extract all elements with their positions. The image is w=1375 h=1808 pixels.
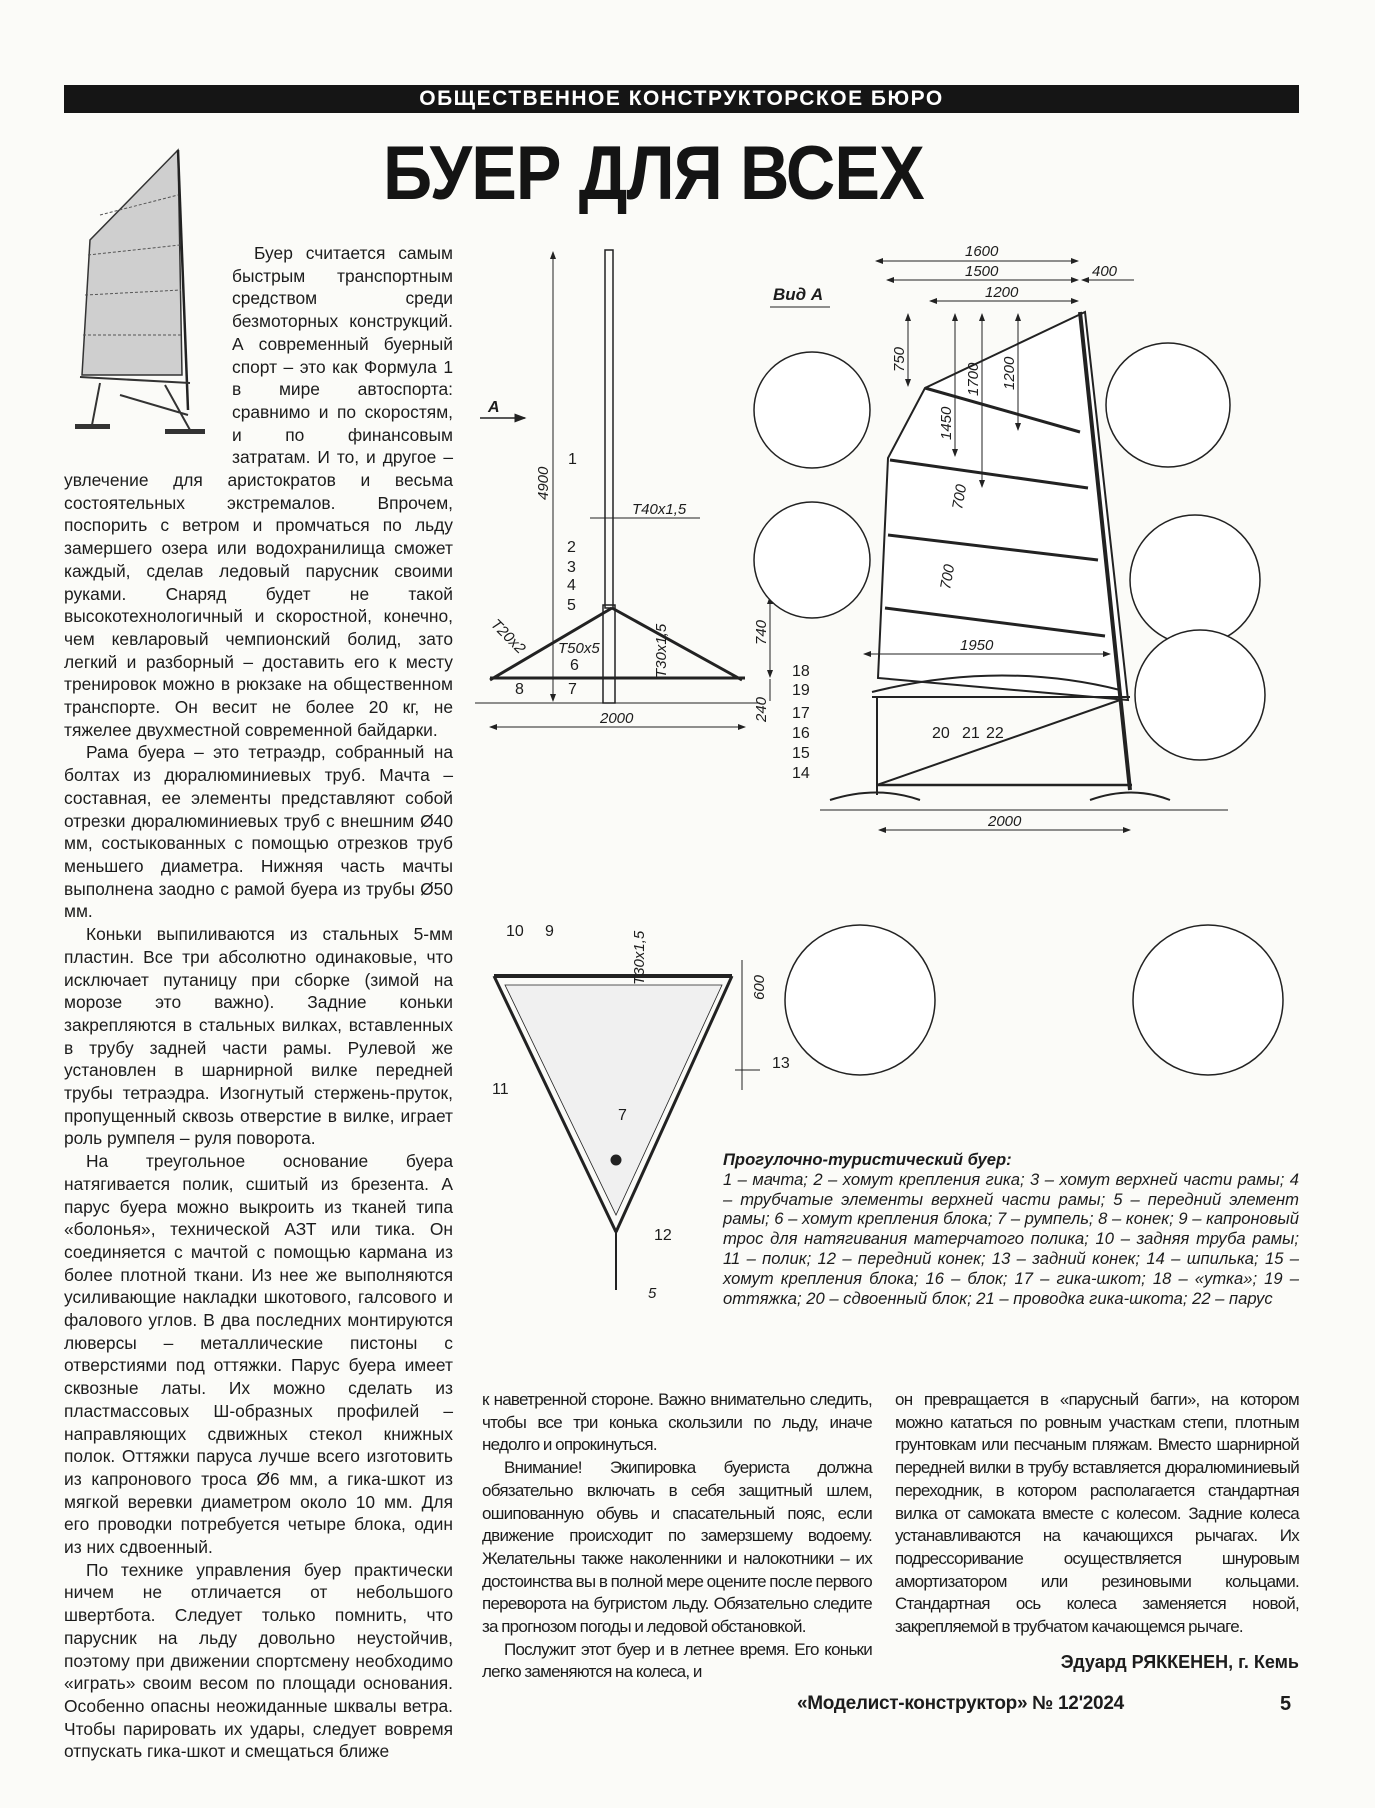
view-arrow-label: A bbox=[488, 399, 500, 416]
detail-callout bbox=[785, 925, 935, 1075]
part-label: 17 bbox=[792, 705, 810, 722]
dim-base-2000: 2000 bbox=[988, 813, 1022, 830]
paragraph: к наветренной стороне. Важно внимательно следить, чтобы все три конька скользили по льду, иначе недолго и опрокинуться. bbox=[482, 1390, 872, 1455]
journal-footer: «Моделист-конструктор» № 12'2024 bbox=[797, 1693, 1124, 1714]
part-label: 19 bbox=[792, 682, 810, 699]
part-label: 15 bbox=[792, 745, 810, 762]
part-label: 20 bbox=[932, 725, 950, 742]
dim-700-upper: 700 bbox=[949, 483, 971, 511]
author-byline: Эдуард РЯККЕНЕН, г. Кемь bbox=[1060, 1652, 1299, 1672]
dim-mast-height: 4900 bbox=[535, 466, 552, 500]
part-label: 16 bbox=[792, 725, 810, 742]
part-label: 6 bbox=[570, 657, 579, 674]
dim-clearance: 240 bbox=[753, 696, 770, 722]
dim-front-tube: T30x1,5 bbox=[653, 623, 670, 678]
part-label: 2 bbox=[567, 539, 576, 556]
plan-view-drawing bbox=[494, 960, 760, 1290]
part-label: 5 bbox=[567, 597, 576, 614]
part-label: 11 bbox=[492, 1081, 509, 1098]
paragraph: Коньки выпиливаются из стальных 5-мм пластин. Все три абсолютно одинаковые, что исключает путаницу при сборке (зимой на морозе это важно). Задние коньки закрепляются в стальных вилках, вставленных в трубу задней части рамы. Рулевой же установлен в шарнирной вилке передней трубы тетраэдра. Изогнутый стержень-пруток, пропущенный сквозь отверстие в вилке, играет роль румпеля – руля поворота. bbox=[64, 924, 453, 1149]
detail-callout bbox=[1135, 630, 1265, 760]
part-label: 12 bbox=[654, 1227, 672, 1244]
part-label: 7 bbox=[568, 681, 577, 698]
dim-leg-tube: T20x2 bbox=[487, 615, 529, 658]
page-number: 5 bbox=[1280, 1693, 1292, 1715]
paragraph: Внимание! Экипировка буериста должна обязательно включать в себя защитный шлем, ошипованную обувь и спасательный пояс, если движение происходит по замерзшему водоему. Желательны также наколенники и налокотники – их достоинства вы в полной мере оцените после первого переворота на бугристом льду. Обязательно следите за прогнозом погоды и ледовой обстановкой. bbox=[482, 1458, 872, 1637]
dim-700-lower: 700 bbox=[937, 563, 959, 591]
part-label: 9 bbox=[545, 923, 554, 940]
part-label: 18 bbox=[792, 663, 810, 680]
section-rubric: ОБЩЕСТВЕННОЕ КОНСТРУКТОРСКОЕ БЮРО bbox=[64, 85, 1299, 113]
dim-plan-depth: 600 bbox=[751, 974, 768, 1000]
dim-frame-height: 740 bbox=[753, 619, 770, 645]
part-label: 7 bbox=[618, 1107, 627, 1124]
paragraph: Буер считается самым быстрым транспортным средством среди безмоторных конструкций. А современный буерный спорт – это как Формула 1 в мире автоспорта: сравнимо и по скоростям, и по финансовым затратам. И то, и другое – увлечение для аристократов и весьма состоятельных экстремалов. Впрочем, поспорить с ветром и промчаться по льду замершего озера или водохранилища сможет каждый, сделав ледовый парусник своими руками. Снаряд будет не такой высокотехнологичный и скоростной, конечно, чем кевларовый чемпионский болид, зато легкий и разборный – доставить его к месту тренировок можно в рюкзаке на общественном транспорте. Он весит не более 20 кг, не тяжелее двухместной современной байдарки. bbox=[64, 243, 453, 740]
dim-400: 400 bbox=[1092, 263, 1118, 280]
part-label: 21 bbox=[962, 725, 980, 742]
dim-mast-tube: T40x1,5 bbox=[632, 501, 687, 518]
paragraph: На треугольное основание буера натягивается полик, сшитый из брезента. А парус буера можно выкроить из тканей типа «болонья», технической АЗТ или тика. Он соединяется с мачтой с помощью кармана из более плотной ткани. Из нее же выполняются усиливающие накладки шкотового, галсового и фалового углов. В два последних монтируются люверсы – металлические пистоны с отверстиями под оттяжки. Парус буера имеет сквозные латы. Их можно сделать из пластмассовых Ш-образных профилей – направляющих сдвижных стекол книжных полок. Оттяжки паруса лучше всего изготовить из капронового троса Ø6 мм, а гика-шкот из мягкой веревки диаметром около 10 мм. Для его проводки потребуется четыре блока, один из них сдвоенный. bbox=[64, 1151, 453, 1558]
paragraph: Послужит этот буер и в летнее время. Его коньки легко заменяются на колеса, и bbox=[482, 1639, 872, 1682]
part-label: 8 bbox=[515, 681, 524, 698]
part-label: 14 bbox=[792, 765, 810, 782]
view-a-title: Вид А bbox=[773, 285, 824, 304]
article-column-3 bbox=[895, 1389, 1299, 1639]
dim-1500: 1500 bbox=[965, 263, 999, 280]
part-label: 4 bbox=[567, 577, 576, 594]
figure-caption bbox=[723, 1150, 1299, 1308]
detail-callout bbox=[1106, 343, 1230, 467]
article-column-2 bbox=[482, 1389, 872, 1684]
dim-plan-front-tube: T30x1,5 bbox=[631, 930, 648, 985]
dim-1450: 1450 bbox=[938, 406, 955, 440]
detail-callout bbox=[754, 352, 870, 468]
paragraph: Рама буера – это тетраэдр, собранный на болтах из дюралюминиевых труб. Мачта – составная, ее элементы представляют собой отрезки дюралюминиевых труб с внешним Ø40 мм, состыкованных с помощью отрезков труб меньшего диаметра. Нижняя часть мачты выполнена заодно с рамой буера из трубы Ø50 мм. bbox=[64, 742, 453, 922]
dim-boom-1950: 1950 bbox=[960, 637, 994, 654]
dim-1700: 1700 bbox=[965, 362, 982, 396]
paragraph: он превращается в «парусный багги», на котором можно кататься по ровным участкам степи, плотным грунтовкам или песчаным пляжам. Вместо шарнирной передней вилки в трубу вставляется дюралюминиевый переходник, в котором располагается стандартная вилка от самоката вместе с колесом. Задние колеса устанавливаются на качающихся рычагах. Их подрессоривание осуществляется шнуровым амортизатором или резиновыми кольцами. Стандартная ось колеса заменяется новой, закрепляемой в трубчатом качающемся рычаге. bbox=[895, 1390, 1299, 1637]
caption-text: 1 – мачта; 2 – хомут крепления гика; 3 – хомут верхней части рамы; 4 – трубчатые элементы верхней части рамы; 5 – передний элемент рамы; 6 – хомут крепления блока; 7 – румпель; 8 – конек; 9 – капроновый трос для натягивания матерчатого полика; 10 – задняя труба рамы; 11 – полик; 12 – передний конек; 13 – задний конек; 14 – шпилька; 15 – хомут крепления блока; 16 – блок; 17 – гика-шкот; 18 – «утка»; 19 – оттяжка; 20 – сдвоенный блок; 21 – проводка гика-шкота; 22 – парус bbox=[723, 1169, 1299, 1308]
side-view-drawing bbox=[475, 250, 770, 727]
dim-750: 750 bbox=[891, 346, 908, 372]
dim-1200-width: 1200 bbox=[985, 284, 1019, 301]
paragraph: По технике управления буер практически ничем не отличается от небольшого швертбота. Следует только помнить, что парусник на льду довольно неустойчив, поэтому при движении спортсмену необходимо «играть» своим весом по площади основания. Особенно опасны неожиданные шквалы ветра. Чтобы парировать их удары, следует вовремя отпускать гика-шкот и смещаться ближе bbox=[64, 1559, 453, 1762]
dim-1600: 1600 bbox=[965, 243, 999, 260]
view-a-drawing bbox=[754, 261, 1283, 1075]
detail-callout bbox=[1133, 925, 1283, 1075]
detail-callout bbox=[754, 502, 870, 618]
detail-callout bbox=[1130, 515, 1260, 645]
dim-base-tube: T50x5 bbox=[558, 640, 600, 657]
dim-skate-width: 5 bbox=[648, 1285, 657, 1302]
article-title: БУЕР ДЛЯ ВСЕХ bbox=[383, 131, 924, 216]
part-label: 3 bbox=[567, 559, 576, 576]
caption-title: Прогулочно-туристический буер: bbox=[723, 1150, 1012, 1169]
dim-width: 2000 bbox=[600, 710, 634, 727]
part-label: 22 bbox=[986, 725, 1004, 742]
part-label: 1 bbox=[568, 451, 577, 468]
part-label: 10 bbox=[506, 923, 524, 940]
dim-1200-height: 1200 bbox=[1001, 356, 1018, 390]
part-label: 13 bbox=[772, 1055, 790, 1072]
